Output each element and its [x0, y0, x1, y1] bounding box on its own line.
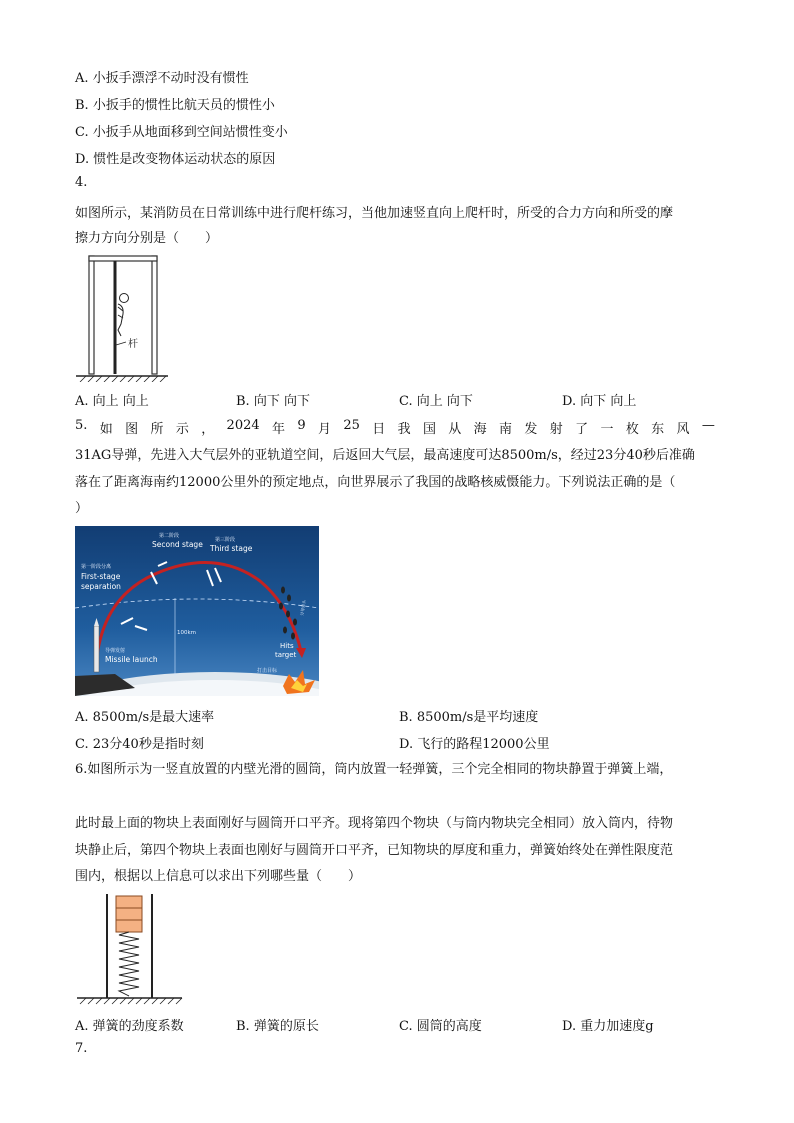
second-stage-label: Second stage: [152, 540, 203, 549]
q5-token: 25: [343, 418, 360, 433]
q6-option-a: A. 弹簧的劲度系数: [75, 1019, 184, 1034]
q5-token: 东: [651, 422, 665, 437]
q3-option-c: C. 小扳手从地面移到空间站惯性变小: [75, 125, 288, 140]
first-stage-sep-label-2: separation: [81, 582, 121, 591]
q5-option-d: D. 飞行的路程12000公里: [399, 737, 550, 752]
q5-token: ，: [201, 422, 215, 437]
q5-token: 图: [125, 422, 139, 437]
q4-figure-label: 杆: [128, 339, 138, 350]
q6-text-line4: 围内，根据以上信息可以求出下列哪些量（ ）: [75, 869, 362, 884]
q6-spring-cylinder-figure: [74, 892, 186, 1010]
q6-option-d: D. 重力加速度g: [562, 1019, 654, 1034]
q5-missile-trajectory-figure: [75, 526, 319, 696]
q5-token: 9: [297, 418, 306, 433]
q5-token: 南: [499, 422, 513, 437]
q5-token: 所: [150, 422, 164, 437]
q5-token: 国: [422, 422, 436, 437]
q5-token: 从: [448, 422, 462, 437]
q7-number: 7.: [75, 1041, 88, 1056]
q4-option-a: A. 向上 向上: [75, 394, 149, 409]
q5-token: 海: [473, 422, 487, 437]
q5-token: 示: [175, 422, 189, 437]
q5-token: 了: [575, 422, 589, 437]
warhead-side-label: 分导弹头: [299, 599, 307, 617]
launch-label: Missile launch: [105, 655, 158, 664]
hits-cn-label: 打击目标: [257, 668, 278, 674]
q5-token: 5.: [75, 418, 88, 433]
hits-label-2: target: [275, 651, 297, 659]
q5-text-line4: ）: [75, 501, 89, 516]
altitude-label: 100km: [177, 630, 197, 636]
q5-token: 日: [372, 422, 386, 437]
q4-number: 4.: [75, 175, 88, 190]
first-stage-sep-cn-label: 第一阶段分离: [81, 564, 112, 570]
q4-option-b: B. 向下 向下: [236, 394, 310, 409]
q4-option-c: C. 向上 向下: [399, 394, 473, 409]
q5-token: 发: [524, 422, 538, 437]
q6-option-b: B. 弹簧的原长: [236, 1019, 319, 1034]
q5-token: 射: [549, 422, 563, 437]
q5-text-line3: 落在了距离海南约12000公里外的预定地点，向世界展示了我国的战略核威慑能力。下列说法正确的是（: [75, 475, 676, 490]
q5-option-c: C. 23分40秒是指时刻: [75, 737, 204, 752]
q5-text-line2: 31AG导弹，先进入大气层外的亚轨道空间，后返回大气层，最高速度可达8500m/s，经过23分40秒后准确: [75, 448, 695, 463]
q5-token: 年: [271, 422, 285, 437]
q5-token: 如: [99, 422, 113, 437]
q3-option-d: D. 惯性是改变物体运动状态的原因: [75, 152, 276, 167]
third-stage-label: Third stage: [210, 544, 253, 553]
hits-label-1: Hits: [280, 642, 294, 650]
q5-text-line1: [75, 418, 715, 437]
first-stage-sep-label-1: First-stage: [81, 572, 121, 581]
q4-text-line2: 擦力方向分别是（ ）: [75, 231, 219, 246]
q5-token: 一: [600, 422, 614, 437]
q4-text-line1: 如图所示，某消防员在日常训练中进行爬杆练习，当他加速竖直向上爬杆时，所受的合力方向和所受的摩: [75, 206, 674, 221]
launch-cn-label: 导弹发射: [105, 648, 126, 654]
q5-token: 枚: [625, 422, 639, 437]
q3-option-a: A. 小扳手漂浮不动时没有惯性: [75, 71, 249, 86]
q5-option-b: B. 8500m/s是平均速度: [399, 710, 539, 725]
third-stage-cn-label: 第三阶段: [215, 537, 236, 543]
q4-pole-figure: [74, 252, 170, 382]
q6-text-line3: 块静止后，第四个物块上表面也刚好与圆筒开口平齐，已知物块的厚度和重力，弹簧始终处在弹性限度范: [75, 843, 674, 858]
q5-token: 月: [317, 422, 331, 437]
q3-option-b: B. 小扳手的惯性比航天员的惯性小: [75, 98, 275, 113]
q5-option-a: A. 8500m/s是最大速率: [75, 710, 215, 725]
q5-token: —: [701, 418, 715, 433]
q4-option-d: D. 向下 向上: [562, 394, 637, 409]
q6-option-c: C. 圆筒的高度: [399, 1019, 482, 1034]
q6-text-line1: 6.如图所示为一竖直放置的内壁光滑的圆筒，筒内放置一轻弹簧，三个完全相同的物块静置于弹簧上端，: [75, 762, 673, 777]
q6-text-line2: 此时最上面的物块上表面刚好与圆筒开口平齐。现将第四个物块（与筒内物块完全相同）放入筒内，待物: [75, 816, 674, 831]
q5-token: 我: [397, 422, 411, 437]
q5-token: 2024: [226, 418, 260, 433]
q5-token: 风: [676, 422, 690, 437]
second-stage-cn-label: 第二阶段: [159, 533, 180, 539]
